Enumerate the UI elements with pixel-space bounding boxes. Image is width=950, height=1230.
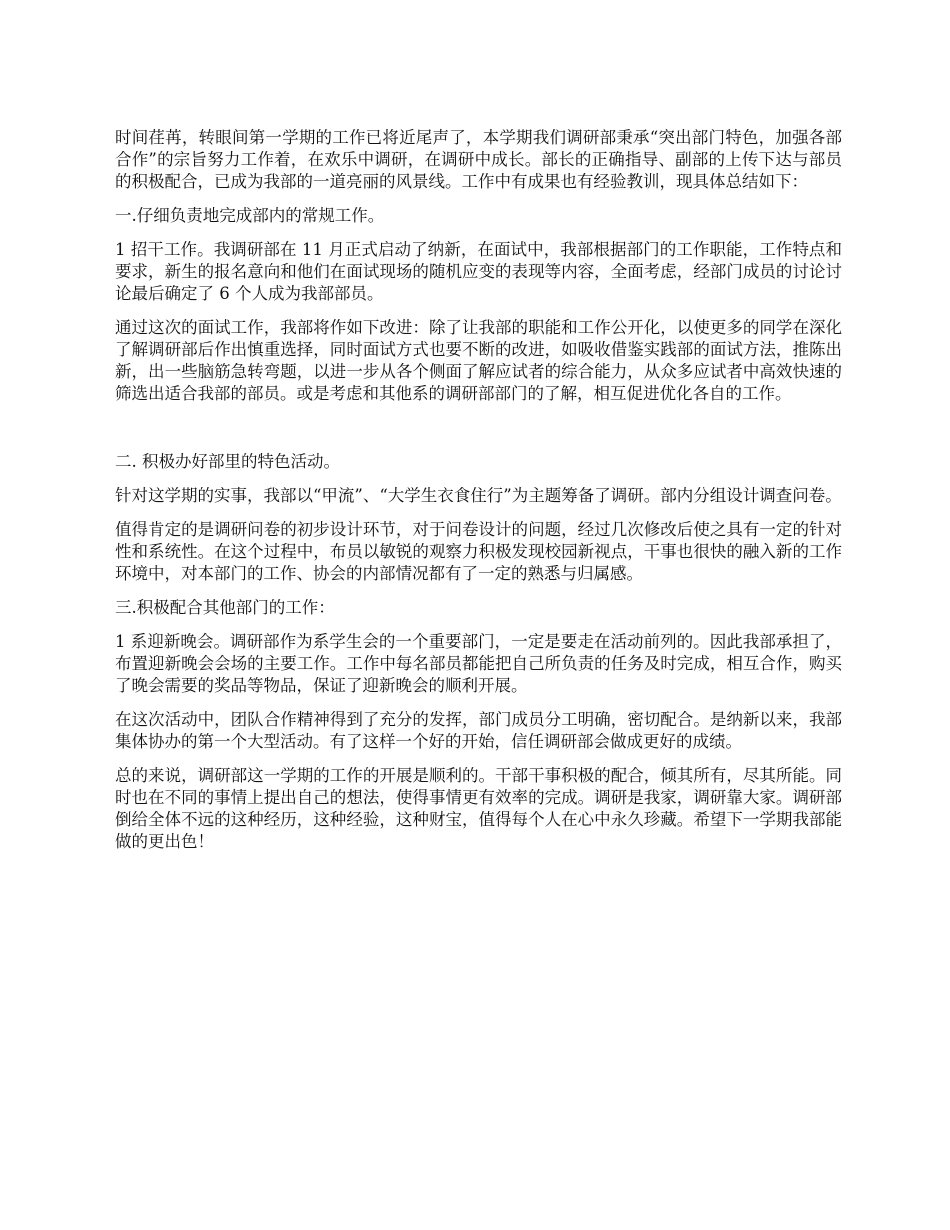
interview-improvement-paragraph: 通过这次的面试工作，我部将作如下改进：除了让我部的职能和工作公开化，以使更多的同学在深化了解调研部后作出慎重选择，同时面试方式也要不断的改进，如吸收借鉴实践部的面试方法，推陈出新，出一些脑筋急转弯题，以进一步从各个侧面了解应试者的综合能力，从众多应试者中高效快速的筛选出适合我部的部员。或是考虑和其他系的调研部部门的了解，相互促进优化各自的工作。 bbox=[115, 318, 842, 403]
intro-paragraph: 时间荏苒，转眼间第一学期的工作已将近尾声了，本学期我们调研部秉承“突出部门特色，加强各部合作”的宗旨努力工作着，在欢乐中调研，在调研中成长。部长的正确指导、副部的上传下达与部员的积极配合，已成为我部的一道亮丽的风景线。工作中有成果也有经验教训，现具体总结如下： bbox=[115, 128, 842, 191]
document-body bbox=[115, 127, 842, 865]
welcome-party-paragraph: 1 系迎新晚会。调研部作为系学生会的一个重要部门，一定是要走在活动前列的。因此我部承担了，布置迎新晚会会场的主要工作。工作中每名部员都能把自己所负责的任务及时完成，相互合作，购买了晚会需要的奖品等物品，保证了迎新晚会的顺利开展。 bbox=[115, 632, 842, 695]
survey-topic-paragraph: 针对这学期的实事，我部以“甲流”、“大学生衣食住行”为主题筹备了调研。部内分组设计调查问卷。 bbox=[115, 486, 842, 505]
section-one-heading: 一.仔细负责地完成部内的常规工作。 bbox=[115, 206, 385, 225]
teamwork-paragraph: 在这次活动中，团队合作精神得到了充分的发挥，部门成员分工明确，密切配合。是纳新以来，我部集体协办的第一个大型活动。有了这样一个好的开始，信任调研部会做成更好的成绩。 bbox=[115, 710, 842, 751]
section-two-heading: 二. 积极办好部里的特色活动。 bbox=[115, 452, 340, 471]
section-three-heading: 三.积极配合其他部门的工作： bbox=[115, 598, 335, 617]
survey-design-paragraph: 值得肯定的是调研问卷的初步设计环节，对于问卷设计的问题，经过几次修改后使之具有一定的针对性和系统性。在这个过程中，布员以敏锐的观察力积极发现校园新视点，干事也很快的融入新的工作环境中，对本部门的工作、协会的内部情况都有了一定的熟悉与归属感。 bbox=[115, 520, 842, 583]
recruitment-paragraph: 1 招干工作。我调研部在 11 月正式启动了纳新，在面试中，我部根据部门的工作职能，工作特点和要求，新生的报名意向和他们在面试现场的随机应变的表现等内容，全面考虑，经部门成员的讨论讨论最后确定了 6 个人成为我部部员。 bbox=[115, 240, 842, 303]
summary-paragraph: 总的来说，调研部这一学期的工作的开展是顺利的。干部干事积极的配合，倾其所有，尽其所能。同时也在不同的事情上提出自己的想法，使得事情更有效率的完成。调研是我家，调研靠大家。调研部倒给全体不远的这种经历，这种经验，这种财宝，值得每个人在心中永久珍藏。希望下一学期我部能做的更出色！ bbox=[115, 766, 842, 851]
section-spacer bbox=[115, 417, 842, 451]
